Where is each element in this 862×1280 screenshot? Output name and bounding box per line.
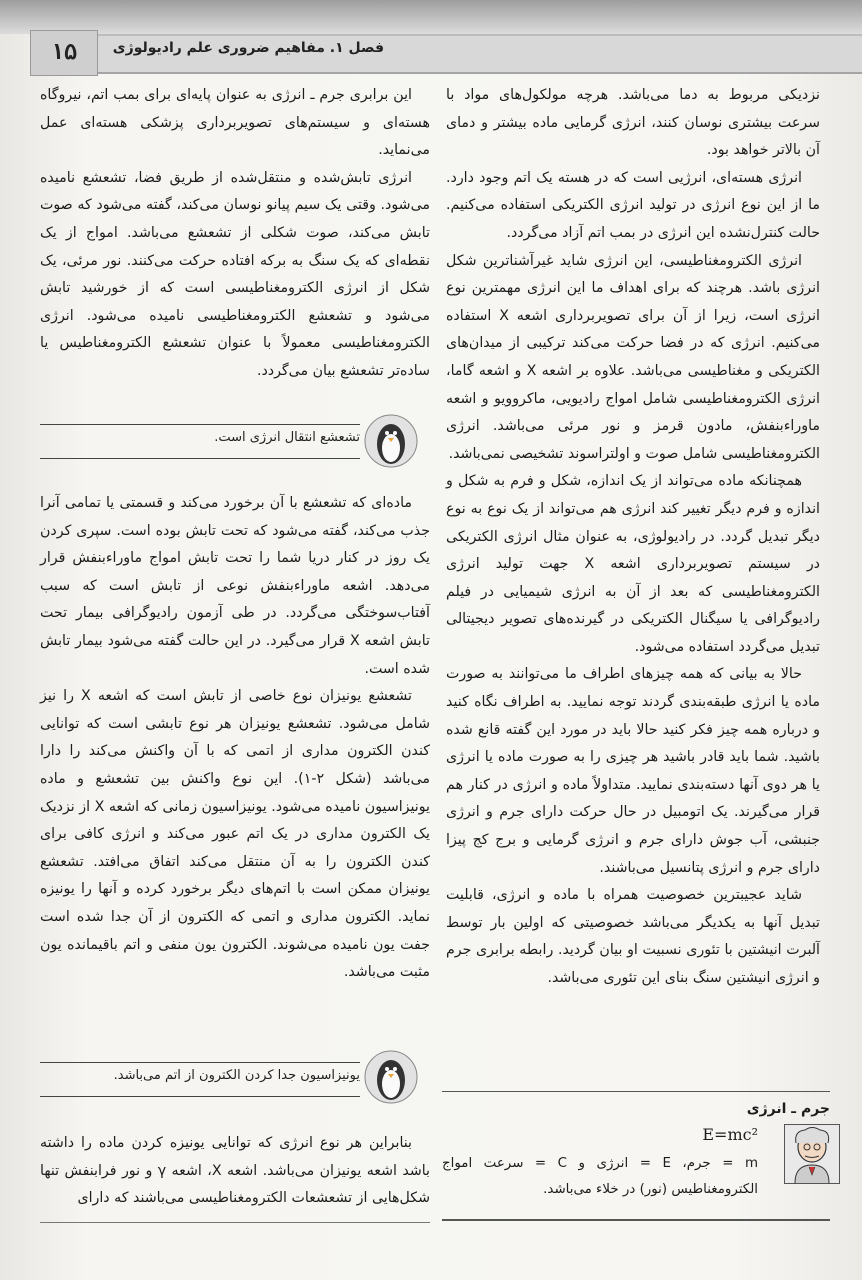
note-bottom-rule: [40, 458, 360, 459]
header-shadow: [0, 0, 862, 34]
left-column-top: [40, 82, 430, 386]
paragraph: بنابراین هر نوع انرژی که توانایی یونیزه کردن ماده را داشته باشد اشعه یونیزان می‌باشد. اشعه X، اشعه γ و نور فرابنفش تنها شکل‌هایی از تشعشعات الکترومغناطیسی می‌باشند که دارای: [40, 1135, 430, 1207]
paragraph: این برابری جرم ـ انرژی به عنوان پایه‌ای برای بمب اتم، نیروگاه هسته‌ای و سیستم‌های تصویربرداری پزشکی هسته‌ای عمل می‌نماید.: [40, 87, 430, 159]
bottom-rule: [40, 1222, 430, 1223]
paragraph: حالا به بیانی که همه چیزهای اطراف ما می‌توانند به صورت ماده یا انرژی طبقه‌بندی گردند توجه نمایید. به اطراف نگاه کنید و درباره همه چیز فکر کنید حالا باید در مورد این گفته قانع شده باشید. شما باید قادر باشید هر چیزی را به صورت ماده یا انرژی یا هر دوی آنها دسته‌بندی نمایید. متداولاً ماده و انرژی در کنار هم قرار می‌گیرند. یک اتومبیل در حال حرکت دارای جرم و انرژی جنبشی، آب جوش دارای جرم و انرژی گرمایی و برج کج پیزا دارای جرم و انرژی پتانسیل می‌باشند.: [446, 666, 820, 876]
paragraph: نزدیکی مربوط به دما می‌باشد. هرچه مولکول‌های مواد با سرعت بیشتری نوسان کنند، انرژی گرمایی ماده بیشتر و دمای آن بالاتر خواهد بود.: [446, 87, 820, 159]
note-top-rule: [40, 1062, 360, 1063]
paragraph: ماده‌ای که تشعشع با آن برخورد می‌کند و قسمتی یا تمامی آنرا جذب می‌کند، گفته می‌شود که تحت تابش بوده است. سپری کردن یک روز در کنار دریا شما را تحت تابش امواج ماوراءبنفش قرار می‌دهد. اشعه ماوراءبنفش نوعی از تابش است که سبب آفتاب‌سوختگی می‌گردد. در طی آزمون رادیوگرافی بیمار تحت تابش اشعه X قرار می‌گیرد. در این حالت گفته می‌شود بیمار تابش شده است.: [40, 495, 430, 677]
left-column-bottom: [40, 1130, 430, 1213]
penguin-icon: [364, 1048, 418, 1106]
paragraph: تشعشع یونیزان نوع خاصی از تابش است که اشعه X را نیز شامل می‌شود. تشعشع یونیزان هر نوع تابشی است که توانایی کندن الکترون مداری از اتمی که با آن واکنش می‌کند را دارا می‌باشد (شکل ۲-۱). این نوع واکنش بین تشعشع و ماده یونیزاسیون نامیده می‌شود. یونیزاسیون زمانی که اشعه X از نزدیک یک الکترون مداری در یک اتم عبور می‌کند و انرژی کافی برای کندن الکترون را به آن منتقل می‌کند اتفاق می‌افتد. تشعشع یونیزان ممکن است با اتم‌های دیگر برخورد کرده و آنها را یونیزه نماید. الکترون مداری و اتمی که الکترون از آن جدا شده است جفت یون نامیده می‌شوند. الکترون یون منفی و اتم باقیمانده یون مثبت می‌باشد.: [40, 688, 430, 981]
paragraph: انرژی هسته‌ای، انرژیی است که در هسته یک اتم وجود دارد. ما از این نوع انرژی در تولید انرژی الکتریکی استفاده می‌کنیم. حالت کنترل‌نشده این انرژی در بمب اتم آزاد می‌گردد.: [446, 169, 820, 241]
note-top-rule: [40, 424, 360, 425]
paragraph: شاید عجیبترین خصوصیت همراه با ماده و انرژی، قابلیت تبدیل آنها به یکدیگر می‌باشد خصوصیتی که اولین بار توسط آلبرت انیشتین با تئوری نسبیت او بیان گردید. رابطه برابری جرم و انرژی انیشتین سنگ بنای این تئوری می‌باشد.: [446, 887, 820, 986]
paragraph: انرژی الکترومغناطیسی، این انرژی شاید غیرآشناترین شکل انرژی باشد. هرچند که برای اهداف ما این انرژی مهمترین نوع انرژی است، زیرا از آن برای تصویربرداری اشعه X استفاده می‌کنیم. انرژی که در فضا حرکت می‌کند ترکیبی از میدان‌های الکتریکی و مغناطیسی می‌باشد. علاوه بر اشعه X و اشعه گاما، انرژی الکترومغناطیسی شامل امواج رادیویی، ماکروویو و اشعه ماوراءبنفش، مادون قرمز و نور مرئی می‌باشد. انرژی الکترومغناطیسی شامل صوت و اولتراسوند تشخیصی نمی‌باشد.: [446, 252, 820, 462]
paragraph: همچنانکه ماده می‌تواند از یک اندازه، شکل و فرم به شکل و اندازه و فرم دیگر تغییر کند انرژی هم می‌تواند از یک نوع به نوع دیگر تبدیل گردد. در رادیولوژی، به عنوان مثال انرژی الکتریکی در سیستم تصویربرداری اشعه X جهت تولید انرژی الکترومغناطیسی که بعد از آن به انرژی شیمیایی در فیلم رادیوگرافی یا سیگنال الکتریکی در گیرنده‌های تصویر دیجیتالی تبدیل می‌گردد استفاده می‌شود.: [446, 473, 820, 655]
right-column: [446, 82, 820, 993]
chapter-title: فصل ۱. مفاهیم ضروری علم رادیولوژی: [112, 40, 384, 56]
formula-description: m = جرم، E = انرژی و C = سرعت امواج الکترومغناطیس (نور) در خلاء می‌باشد.: [442, 1156, 758, 1197]
formula-equation: E=mc²: [702, 1125, 758, 1144]
page-number: ۱۵: [30, 30, 98, 76]
formula-box: [442, 1091, 830, 1221]
formula-title: جرم ـ انرژی: [746, 1101, 830, 1117]
einstein-avatar-icon: [784, 1124, 840, 1184]
note-radiation: تشعشع انتقال انرژی است.: [214, 430, 360, 445]
note-bottom-rule: [40, 1096, 360, 1097]
formula-bottom-rule: [442, 1219, 830, 1221]
left-column-mid: [40, 490, 430, 987]
paragraph: انرژی تابش‌شده و منتقل‌شده از طریق فضا، تشعشع نامیده می‌شود. وقتی یک سیم پیانو نوسان می‌کند، گفته می‌شود که صوت تابش می‌کند، صوت شکلی از تشعشع می‌باشد. امواج از یک نقطه‌ای که یک سنگ به برکه افتاده حرکت می‌کنند. نور مرئی، یک شکل از انرژی الکترومغناطیسی است که از خورشید تابش می‌شود و تشعشع الکترومغناطیسی نامیده می‌شود. انرژی الکترومغناطیسی معمولاً با عنوان تشعشع الکترومغناطیس یا ساده‌تر تشعشع بیان می‌گردد.: [40, 169, 430, 379]
penguin-icon: [364, 412, 418, 470]
formula-top-rule: [442, 1091, 830, 1092]
note-ionization: یونیزاسیون جدا کردن الکترون از اتم می‌باشد.: [113, 1068, 360, 1083]
